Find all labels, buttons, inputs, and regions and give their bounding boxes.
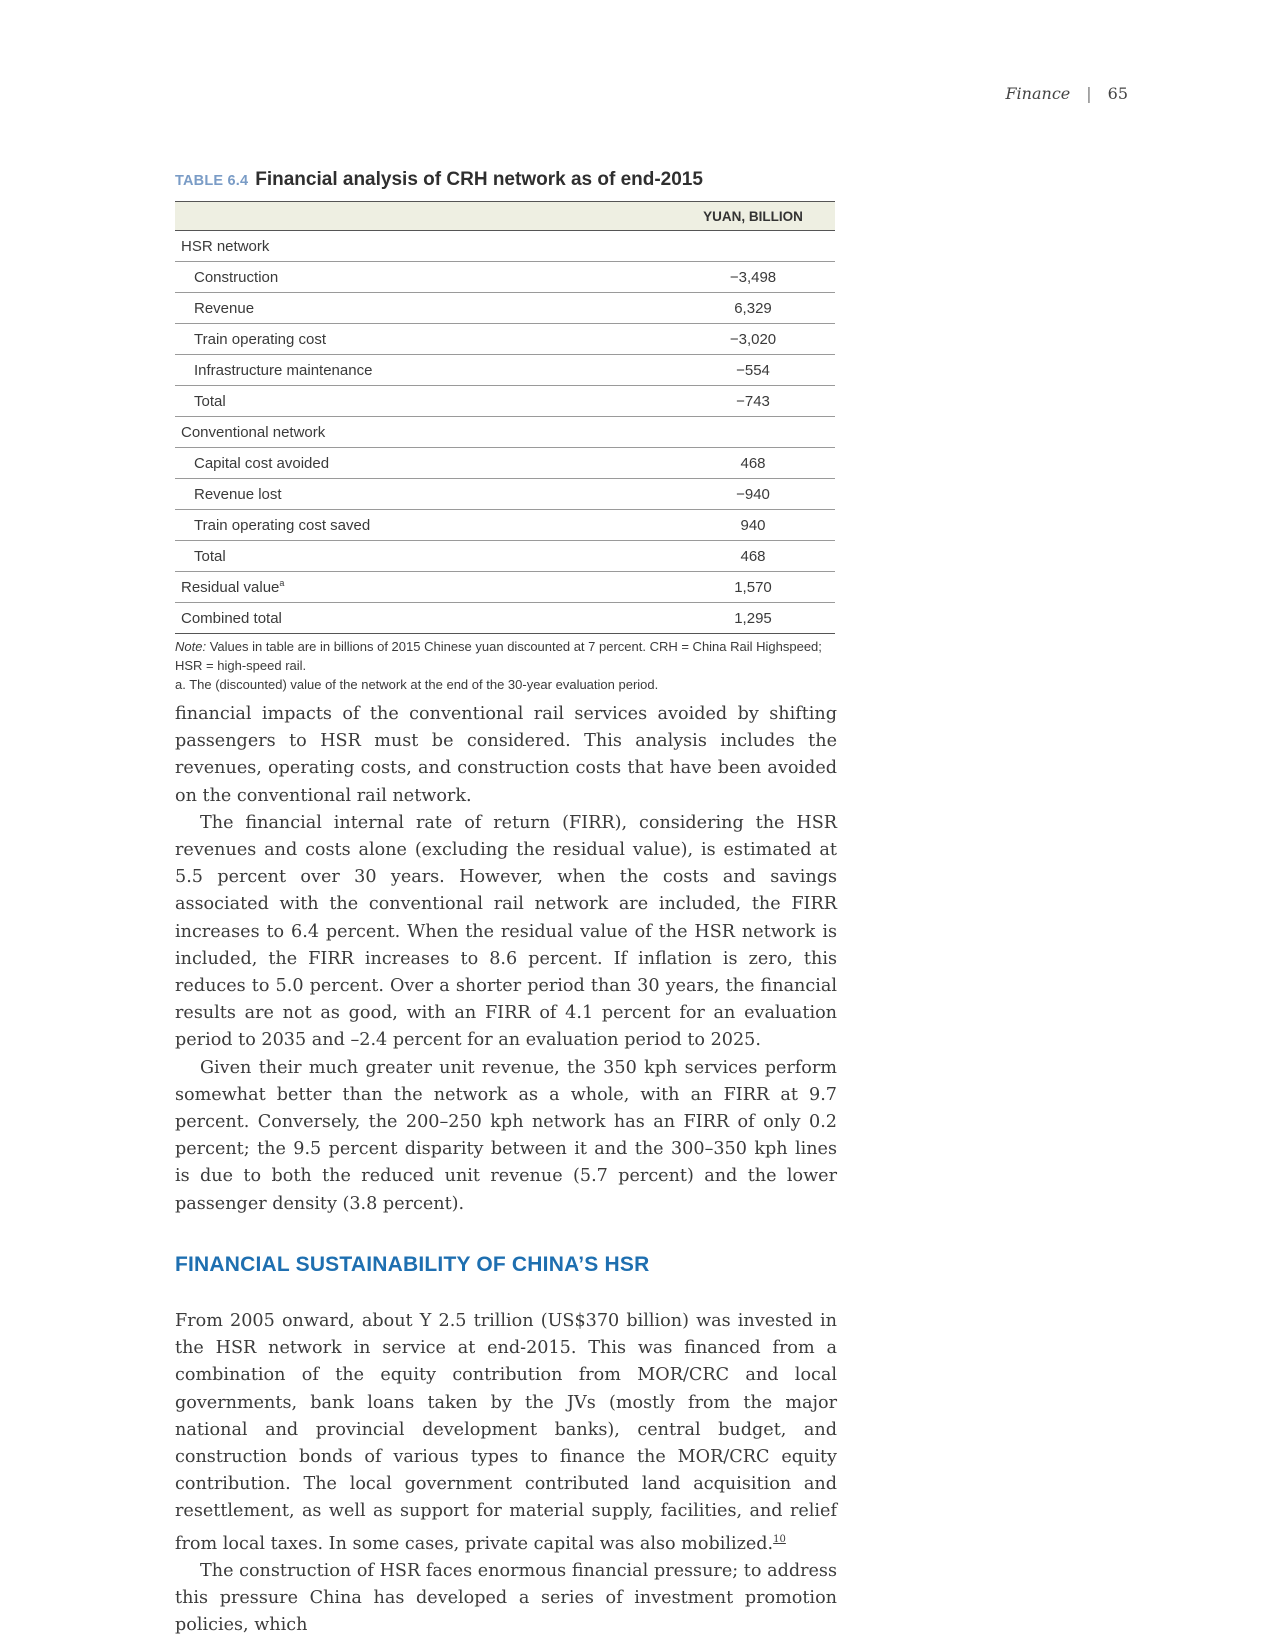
table-header-blank: [175, 202, 671, 231]
row-label: Infrastructure maintenance: [175, 355, 671, 386]
row-value: −3,020: [671, 324, 835, 355]
table-tag: TABLE 6.4: [175, 173, 249, 189]
row-label: Capital cost avoided: [175, 448, 671, 479]
table-column-header: YUAN, BILLION: [671, 202, 835, 231]
running-head: [1005, 84, 1128, 103]
footnote-reference[interactable]: 10: [773, 1533, 786, 1545]
row-label: Revenue lost: [175, 479, 671, 510]
page-number: 65: [1107, 84, 1128, 103]
row-value: [671, 417, 835, 448]
row-value: 6,329: [671, 293, 835, 324]
table-6-4: [175, 169, 835, 694]
row-label: Train operating cost: [175, 324, 671, 355]
table-row: [175, 603, 835, 634]
row-value: 468: [671, 448, 835, 479]
financial-analysis-table: [175, 201, 835, 634]
paragraph: Given their much greater unit revenue, the 350 kph services perform somewhat better than the network as a whole, with an FIRR at 9.7 percent. Conversely, the 200–250 kph network has an FIRR of only 0.2 percent; the 9.5 percent disparity between it and the 300–350 kph lines is due to both the reduced unit revenue (5.7 percent) and the lower passenger density (3.8 percent).: [175, 1057, 837, 1214]
row-label: Total: [175, 541, 671, 572]
paragraph: The construction of HSR faces enormous financial pressure; to address this pressure China has developed a series of investment promotion policies, which: [175, 1560, 837, 1636]
table-title: Financial analysis of CRH network as of end-2015: [255, 169, 703, 190]
section-heading: FINANCIAL SUSTAINABILITY OF CHINA’S HSR: [175, 1253, 650, 1276]
row-value: −743: [671, 386, 835, 417]
row-label: Combined total: [175, 603, 671, 634]
row-label: Total: [175, 386, 671, 417]
table-row: [175, 479, 835, 510]
paragraph-text: From 2005 onward, about Y 2.5 trillion (US$370 billion) was invested in the HSR network in service at end-2015. This was financed from a combination of the equity contribution from MOR/CRC and local governments, bank loans taken by the JVs (mostly from the major national and provincial development banks), central budget, and construction bonds of various types to finance the MOR/CRC equity contribution. The local government contributed land acquisition and resettlement, as well as support for material supply, facilities, and relief from local taxes. In some cases, private capital was also mobilized.: [175, 1311, 837, 1554]
paragraph: financial impacts of the conventional rail services avoided by shifting passengers to HSR must be considered. This analysis includes the revenues, operating costs, and construction costs that have been avoided on the conventional rail network.: [175, 704, 837, 806]
row-value: −3,498: [671, 262, 835, 293]
body-text-top: [175, 701, 837, 1218]
table-footnote-a: a. The (discounted) value of the network at the end of the 30-year evaluation period.: [175, 677, 659, 692]
paragraph: The financial internal rate of return (FIRR), considering the HSR revenues and costs alone (excluding the residual value), is estimated at 5.5 percent over 30 years. However, when the costs and savings associated with the conventional rail network are included, the FIRR increases to 6.4 percent. When the residual value of the HSR network is included, the FIRR increases to 8.6 percent. If inflation is zero, this reduces to 5.0 percent. Over a shorter period than 30 years, the financial results are not as good, with an FIRR of 4.1 percent for an evaluation period to 2035 and –2.4 percent for an evaluation period to 2025.: [175, 812, 837, 1051]
table-row: [175, 417, 835, 448]
row-label: HSR network: [175, 231, 671, 262]
running-head-separator: |: [1086, 84, 1092, 103]
body-text-bottom: [175, 1308, 837, 1639]
table-header-row: [175, 202, 835, 231]
table-note: [175, 637, 835, 675]
row-label: Train operating cost saved: [175, 510, 671, 541]
row-value: 1,570: [671, 572, 835, 603]
row-label: Conventional network: [175, 417, 671, 448]
table-row: [175, 293, 835, 324]
note-label: Note:: [175, 639, 207, 654]
row-value: 1,295: [671, 603, 835, 634]
row-label-text: Residual value: [181, 579, 280, 596]
table-row: [175, 386, 835, 417]
row-value: −940: [671, 479, 835, 510]
running-head-section: Finance: [1005, 84, 1071, 103]
row-value: 940: [671, 510, 835, 541]
row-label: Construction: [175, 262, 671, 293]
row-label: [175, 572, 671, 603]
row-value: −554: [671, 355, 835, 386]
row-label: Revenue: [175, 293, 671, 324]
table-row: [175, 541, 835, 572]
table-row: [175, 448, 835, 479]
note-text: Values in table are in billions of 2015 Chinese yuan discounted at 7 percent. CRH = China Rail Highspeed; HSR = high-speed rail.: [175, 639, 822, 673]
row-value: 468: [671, 541, 835, 572]
table-notes: [175, 637, 835, 694]
table-row: [175, 262, 835, 293]
paragraph: [175, 1308, 837, 1558]
table-row: [175, 355, 835, 386]
footnote-marker: a: [279, 578, 285, 588]
row-value: [671, 231, 835, 262]
table-row: [175, 231, 835, 262]
table-caption: [175, 169, 835, 191]
table-row: [175, 572, 835, 603]
table-row: [175, 510, 835, 541]
table-row: [175, 324, 835, 355]
